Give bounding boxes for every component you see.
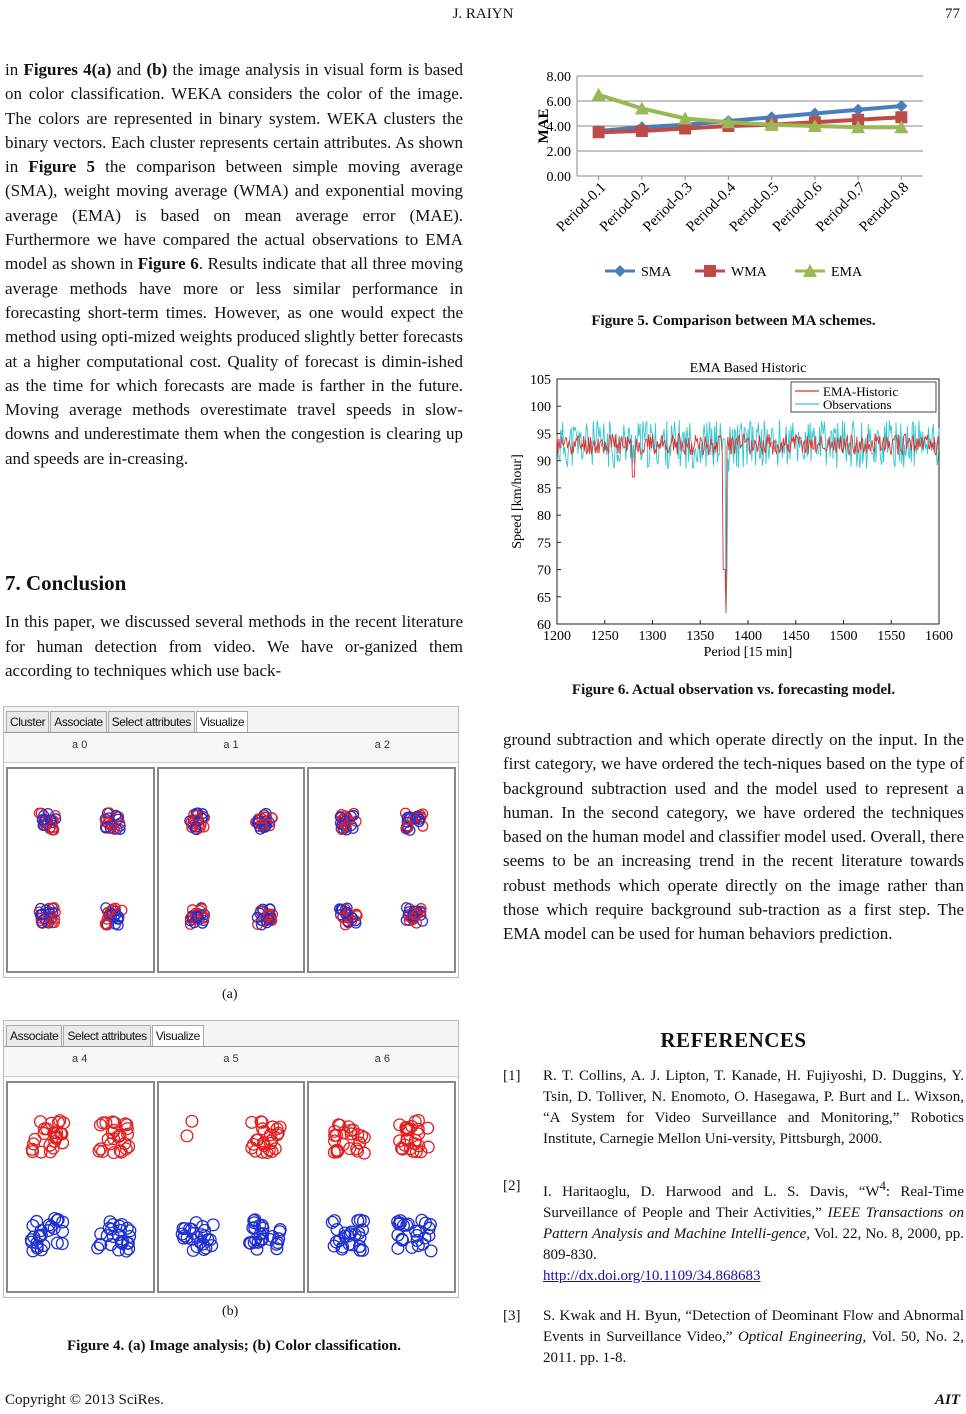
y-tick-label: 4.00 xyxy=(546,120,571,135)
plot-area xyxy=(557,379,939,624)
figure-ref: Figure 6 xyxy=(137,254,199,274)
y-tick-label: 90 xyxy=(537,454,551,470)
scatter-plot-canvas xyxy=(309,1083,454,1291)
reference-number: [1] xyxy=(503,1068,521,1084)
body-paragraph-right: ground subtraction and which operate directly on the input. In the first category, we have ordered the tech-niques based on the type of background subtraction used and the model used to represent a human. In the second category, we have ordered the techniques based on the human model and classifier model used. Overall, there seems to be an increasing trend in the recent literature towards robust methods which operate directly on the image rather than those which require background sub-traction as a first step. The EMA model can be used for human behaviors prediction. xyxy=(503,730,964,944)
x-tick-label: 1350 xyxy=(686,629,715,644)
weka-attribute-headers xyxy=(4,733,458,763)
weka-attribute-headers xyxy=(4,1047,458,1077)
attribute-header: a 2 xyxy=(374,739,390,751)
figure6-chart xyxy=(505,356,960,664)
scatter-point xyxy=(35,1116,47,1128)
y-tick-label: 80 xyxy=(537,509,551,525)
tab-visualize[interactable]: Visualize xyxy=(196,711,248,732)
scatter-plot-canvas xyxy=(8,769,153,971)
y-tick-label: 85 xyxy=(537,481,551,497)
x-axis-label: Period [15 min] xyxy=(703,645,793,660)
figure5-chart xyxy=(505,58,960,288)
legend-marker xyxy=(614,265,626,277)
scatter-grid-a xyxy=(4,763,458,977)
tab-associate[interactable]: Associate xyxy=(50,711,106,732)
figure4-caption: Figure 4. (a) Image analysis; (b) Color classification. xyxy=(66,1338,401,1354)
tab-associate[interactable]: Associate xyxy=(6,1025,62,1046)
scatter-point xyxy=(423,1230,435,1242)
x-tick-label: Period-0.3 xyxy=(640,179,696,236)
x-tick-label: Period-0.2 xyxy=(596,179,653,236)
scatter-point xyxy=(425,1245,437,1257)
journal-name: IEEE Transactions on Pattern Analysis and Machine Intelli-gence xyxy=(543,1205,964,1242)
figure6-caption: Figure 6. Actual observation vs. forecasting model. xyxy=(571,682,896,698)
scatter-point xyxy=(186,1115,198,1127)
footer-journal: AIT xyxy=(934,1392,960,1408)
scatter-point xyxy=(181,1130,193,1142)
body-paragraph-left: in Figures 4(a) and (b) the image analysis in visual form is based on color classification. WEKA considers the color of the image. The colors are represented in binary system. WEKA clusters the binary vectors. Each cluster represents certain attributes. As shown in Figure 5 the comparison between simple moving average (SMA), weight moving average (WMA) and exponential moving average (EMA) is based on mean average error (MAE). Furthermore we have compared the actual observations to EMA model as shown in Figure 6. Results indicate that all three moving average methods have more or less similar performance in forecasting short-term times. However, as one would expect the method using opti-mized weights produced slightly better forecasts at a higher computational cost. Quality of forecast is dimin-ished as the time for which forecasts are made is farther in the future. Moving average methods overestimate travel speeds in slow-downs and underestimate them when the congestion is clearing up and speeds are in-creasing. xyxy=(5,60,464,468)
conclusion-paragraph: In this paper, we discussed several methods in the recent literature for human detection from video. We have or-ganized them according to techniques which use back- xyxy=(5,612,463,680)
x-tick-label: Period-0.4 xyxy=(683,179,740,236)
data-point-sma xyxy=(895,100,907,112)
attribute-header: a 6 xyxy=(374,1053,390,1065)
attribute-header: a 1 xyxy=(223,739,239,751)
subfigure-label-a: (a) xyxy=(222,987,238,1002)
x-tick-label: Period-0.8 xyxy=(856,179,913,236)
y-tick-label: 95 xyxy=(537,427,551,443)
y-tick-label: 60 xyxy=(537,618,551,633)
data-point-wma xyxy=(636,125,648,137)
figure-ref: Figure 5 xyxy=(28,157,95,177)
scatter-plot[interactable] xyxy=(6,767,155,973)
doi-link[interactable]: http://dx.doi.org/10.1109/34.868683 xyxy=(543,1268,761,1284)
y-tick-label: 6.00 xyxy=(546,95,571,110)
reference-text: R. T. Collins, A. J. Lipton, T. Kanade, H. Fujiyoshi, D. Duggins, Y. Tsin, D. Tolliver, N. Enomoto, O. Hasegawa, P. Burt and L. Wixson, “A System for Video Surveillance and Monitoring,” Robotics Institute, Carnegie Mellon Uni-versity, Pittsburgh, 2000. xyxy=(543,1068,964,1147)
attribute-header: a 4 xyxy=(72,1053,88,1065)
weka-tab-bar xyxy=(4,707,458,733)
scatter-plot[interactable] xyxy=(157,767,306,973)
figure-ref: (b) xyxy=(146,60,168,79)
x-tick-label: 1600 xyxy=(925,629,953,644)
y-axis-label: Speed [km/hour] xyxy=(510,454,525,549)
y-tick-label: 0.00 xyxy=(546,170,571,185)
y-tick-label: 8.00 xyxy=(546,70,571,85)
legend-label: EMA xyxy=(831,265,863,280)
x-tick-label: 1250 xyxy=(590,629,619,644)
y-tick-label: 75 xyxy=(537,536,551,552)
scatter-plot[interactable] xyxy=(157,1081,306,1293)
weka-panel-b xyxy=(3,1020,459,1298)
scatter-plot-canvas xyxy=(159,1083,304,1291)
figure-ref: Figures 4(a) xyxy=(23,60,112,79)
y-tick-label: 100 xyxy=(530,400,551,416)
scatter-plot-canvas xyxy=(159,769,304,971)
tab-visualize[interactable]: Visualize xyxy=(152,1025,204,1046)
tab-cluster[interactable]: Cluster xyxy=(6,711,49,732)
legend xyxy=(791,382,936,412)
scatter-plot-canvas xyxy=(8,1083,153,1291)
scatter-point xyxy=(357,1244,369,1256)
tab-select-attributes[interactable]: Select attributes xyxy=(108,711,195,732)
x-tick-label: 1300 xyxy=(638,629,667,644)
reference-number: [2] xyxy=(503,1178,521,1194)
journal-name: Optical Engineering xyxy=(737,1329,863,1345)
x-tick-label: Period-0.5 xyxy=(726,179,783,236)
scatter-plot[interactable] xyxy=(6,1081,155,1293)
scatter-plot[interactable] xyxy=(307,1081,456,1293)
chart-title: EMA Based Historic xyxy=(689,361,807,376)
figure5-caption: Figure 5. Comparison between MA schemes. xyxy=(591,313,876,329)
x-tick-label: 1500 xyxy=(829,629,858,644)
reference-item xyxy=(503,1176,964,1287)
scatter-plot[interactable] xyxy=(307,767,456,973)
attribute-header: a 5 xyxy=(223,1053,239,1065)
y-tick-label: 65 xyxy=(537,590,551,606)
page-number: 77 xyxy=(945,6,960,22)
legend-label: EMA-Historic xyxy=(823,384,899,399)
attribute-header: a 0 xyxy=(72,739,88,751)
x-tick-label: 1200 xyxy=(543,629,571,644)
x-tick-label: Period-0.1 xyxy=(553,179,610,236)
x-tick-label: 1550 xyxy=(877,629,906,644)
reference-text: I. Haritaoglu, D. Harwood and L. S. Davis, “$W^4$: Real-Time Surveillance of People and Their Activities,” IEEE Transactions on Pattern Analysis and Machine Intelli-gence, Vol. 22, No. 8, 2000, pp. 809-830. http://dx.doi.org/10.1109/34.868683 xyxy=(543,1179,965,1284)
reference-number: [3] xyxy=(503,1308,521,1324)
reference-item xyxy=(503,1066,964,1150)
tab-select-attributes[interactable]: Select attributes xyxy=(63,1025,150,1046)
weka-panel-a xyxy=(3,706,459,978)
legend-marker xyxy=(704,265,716,277)
data-point-wma xyxy=(593,126,605,138)
running-header-author: J. RAIYN xyxy=(452,6,514,22)
x-tick-label: 1450 xyxy=(781,629,810,644)
scatter-point xyxy=(207,1219,219,1231)
scatter-grid-b xyxy=(4,1077,458,1297)
legend-label: SMA xyxy=(641,265,672,280)
footer-copyright: Copyright © 2013 SciRes. xyxy=(5,1392,164,1408)
references-heading: REFERENCES xyxy=(660,1028,807,1052)
y-tick-label: 70 xyxy=(537,563,551,579)
legend-label: WMA xyxy=(731,265,767,280)
legend-label: Observations xyxy=(823,397,892,412)
x-tick-label: 1400 xyxy=(734,629,762,644)
reference-text: S. Kwak and H. Byun, “Detection of Deominant Flow and Abnormal Events in Surveillance Video,” Optical Engineering, Vol. 50, No. 2, 2011. pp. 1-8. xyxy=(543,1308,964,1366)
section-heading: 7. Conclusion xyxy=(5,571,127,595)
scatter-point xyxy=(92,1242,104,1254)
y-tick-label: 105 xyxy=(530,373,551,388)
subfigure-label-b: (b) xyxy=(222,1304,239,1319)
reference-item xyxy=(503,1306,964,1369)
weka-tab-bar xyxy=(4,1021,458,1047)
x-tick-label: Period-0.7 xyxy=(813,179,869,236)
y-axis-label: MAE xyxy=(536,108,552,144)
x-tick-label: Period-0.6 xyxy=(769,179,826,236)
scatter-plot-canvas xyxy=(309,769,454,971)
y-tick-label: 2.00 xyxy=(546,145,571,160)
